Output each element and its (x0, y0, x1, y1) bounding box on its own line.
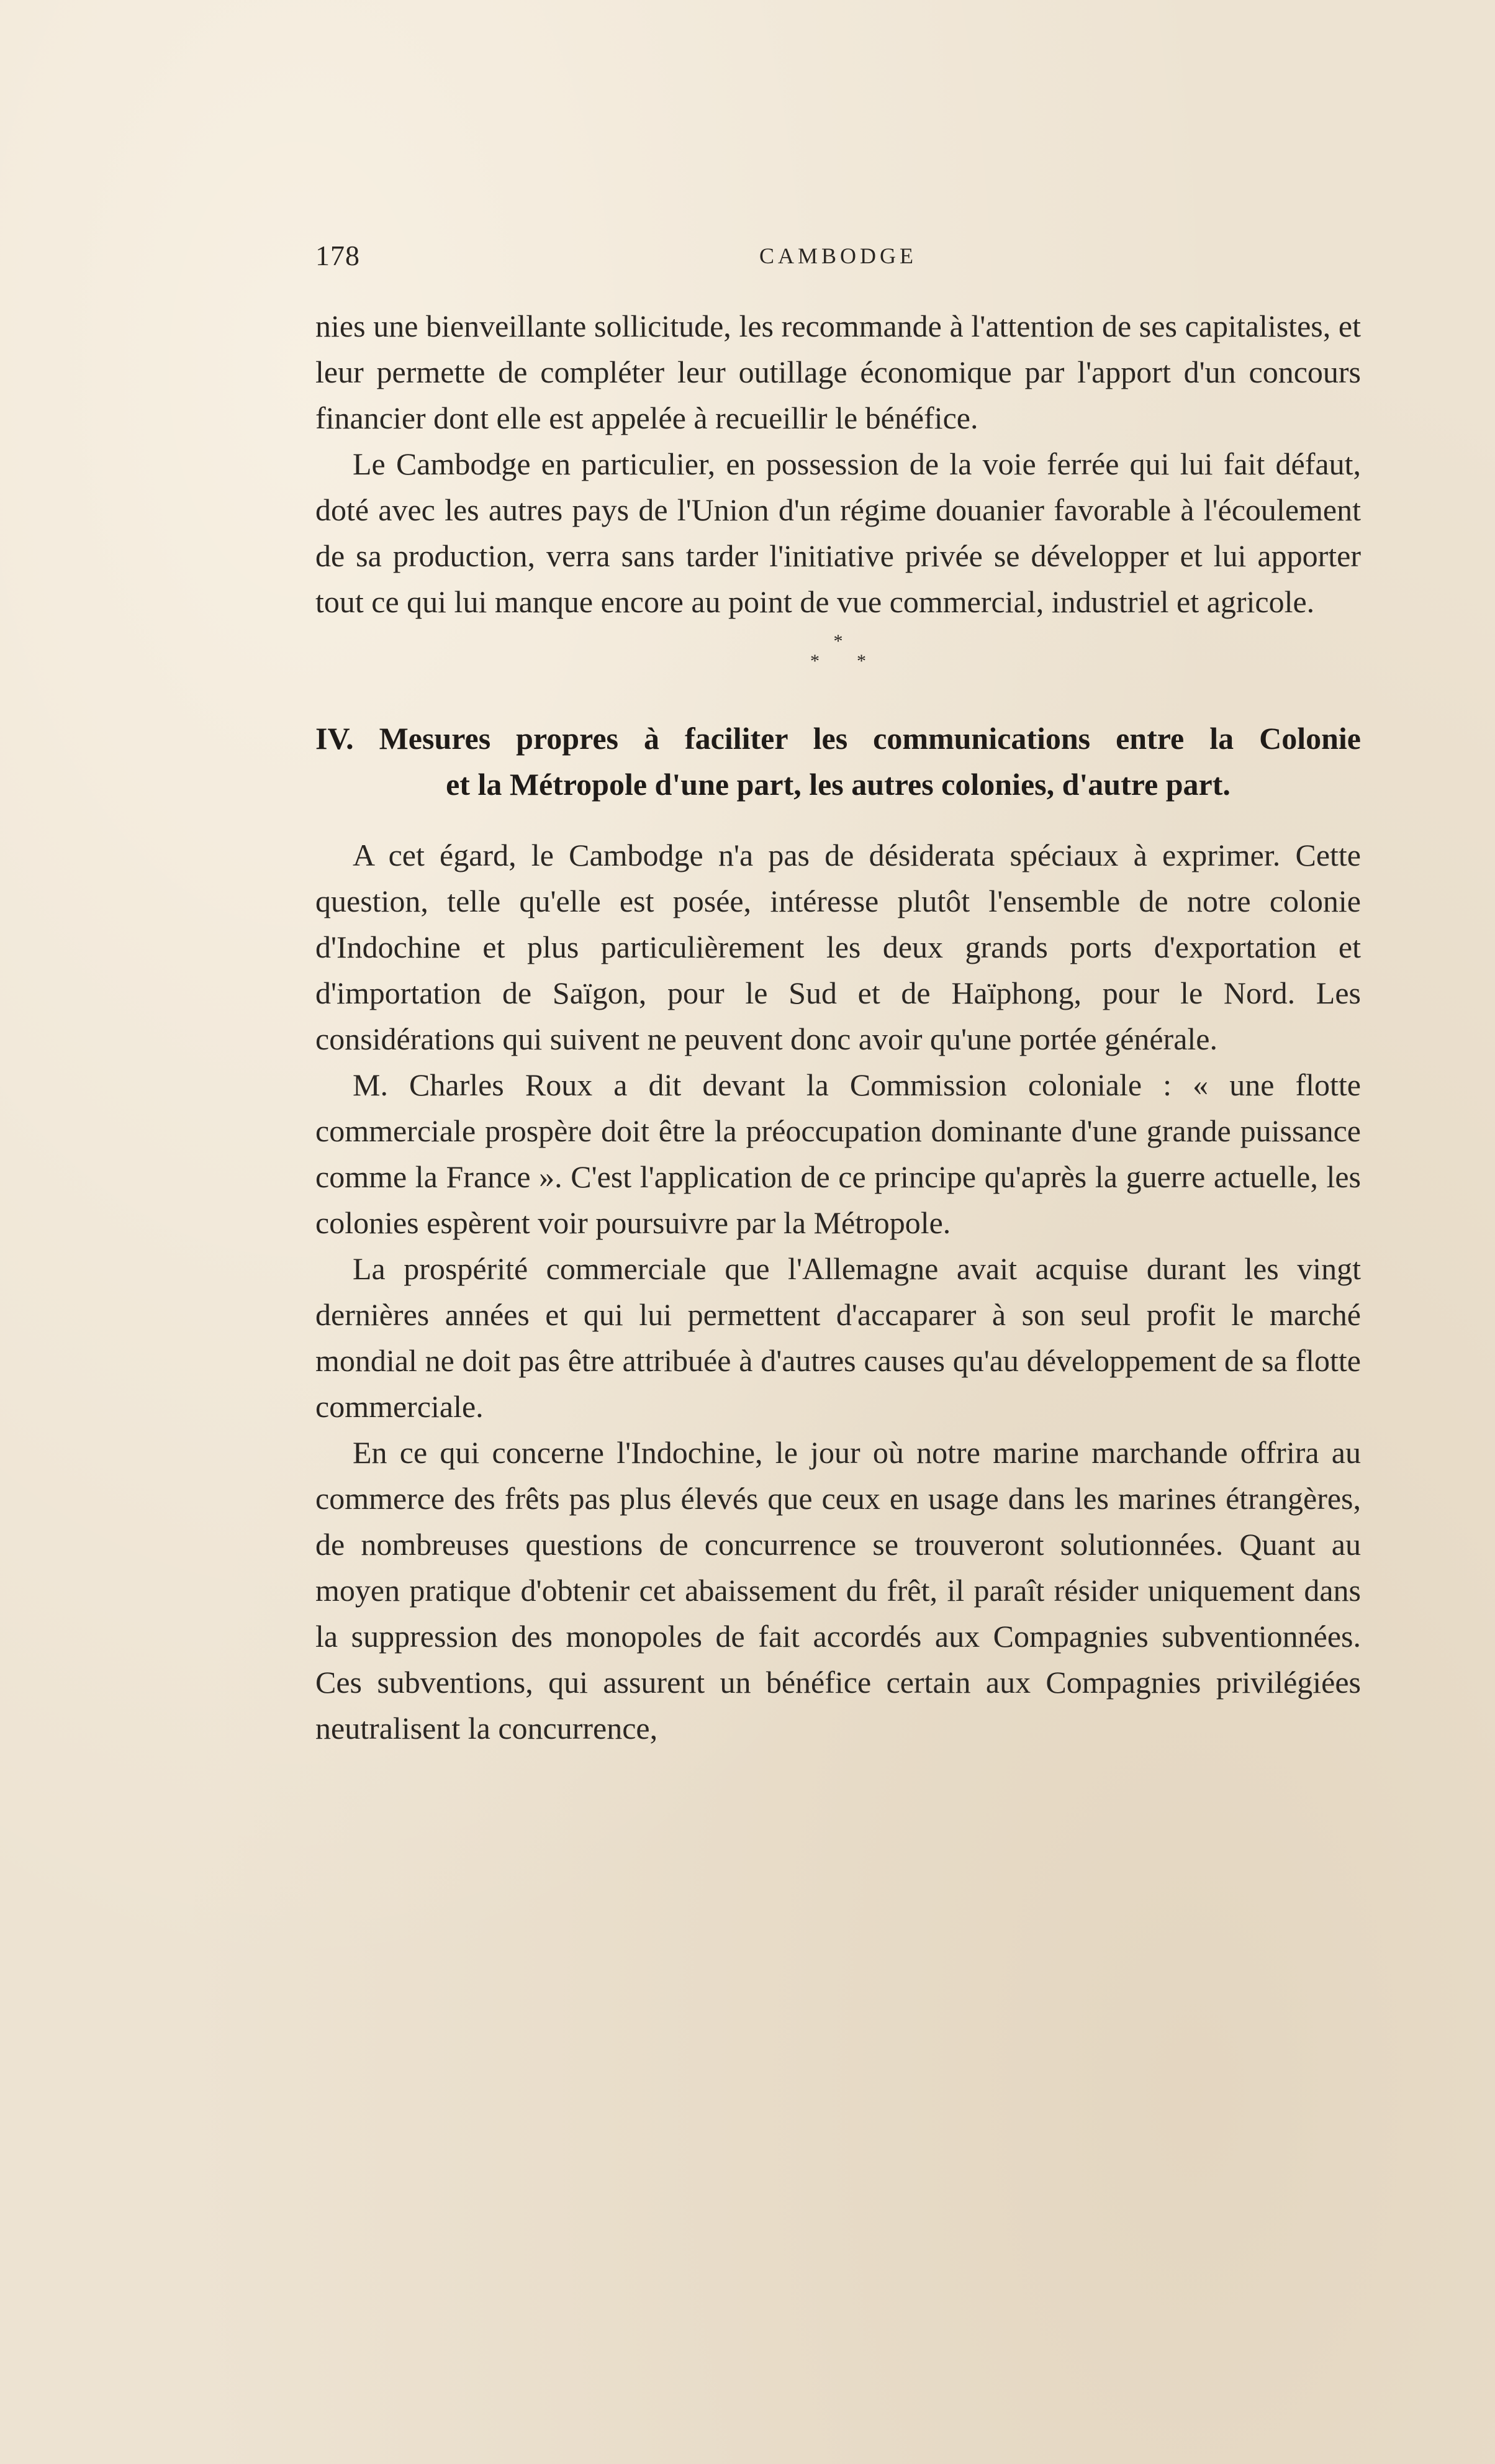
body-text (315, 303, 1361, 1751)
page-number: 178 (315, 240, 360, 271)
asterism-separator (315, 625, 1361, 681)
running-title: CAMBODGE (759, 243, 917, 268)
paragraph-charles-roux: M. Charles Roux a dit devant la Commission coloniale : « une flotte commerciale prospère doit être la préoccupation dominante d'une grande puissance comme la France ». C'est l'application de ce principe qu'après la guerre actuelle, les colonies espèrent voir poursuivre par la Métropole. (315, 1067, 1361, 1240)
paragraph-indochine: En ce qui concerne l'Indochine, le jour où notre marine marchande offrira au commerce des frêts pas plus élevés que ceux en usage dans les marines étrangères, de nombreuses questions de concurrence se trouveront solutionnées. Quant au moyen pratique d'obtenir cet abaissement du frêt, il paraît résider uniquement dans la suppression des monopoles de fait accordés aux Compagnies subventionnées. Ces subventions, qui assurent un bénéfice certain aux Compagnies privilégiées neutralisent la concurrence, (315, 1435, 1361, 1746)
paragraph-desiderata: A cet égard, le Cambodge n'a pas de désiderata spéciaux à exprimer. Cette question, telle qu'elle est posée, intéresse plutôt l'ensemble de notre colonie d'Indochine et plus particulièrement les deux grands ports d'exportation et d'importation de Saïgon, pour le Sud et de Haïphong, pour le Nord. Les considérations qui suivent ne peuvent donc avoir qu'une portée générale. (315, 838, 1361, 1056)
paragraph-allemagne: La prospérité commerciale que l'Allemagne avait acquise durant les vingt dernières années et qui lui permettent d'accaparer à son seul profit le marché mondial ne doit pas être attribuée à d'autres causes qu'au développement de sa flotte commerciale. (315, 1251, 1361, 1424)
asterism-top: * (833, 631, 843, 651)
paragraph-cambodge: Le Cambodge en particulier, en possession de la voie ferrée qui lui fait défaut, doté avec les autres pays de l'Union d'un régime douanier favorable à l'écoulement de sa production, verra sans tarder l'initiative privée se développer et lui apporter tout ce qui lui manque encore au point de vue commercial, industriel et agricole. (315, 446, 1361, 619)
section-heading-line-2: et la Métropole d'une part, les autres colonies, d'autre part. (446, 767, 1231, 802)
section-heading-line-1: IV. Mesures propres à faciliter les communications entre la Colonie (315, 721, 1361, 756)
paragraph-continuation: nies une bienveillante sollicitude, les recommande à l'attention de ses capitalistes, et leur permette de compléter leur outillage économique par l'apport d'un concours financier dont elle est appelée à recueillir le bénéfice. (315, 309, 1361, 435)
running-head (315, 239, 1361, 283)
asterism-bottom: ** (810, 651, 903, 671)
section-heading (315, 715, 1361, 807)
